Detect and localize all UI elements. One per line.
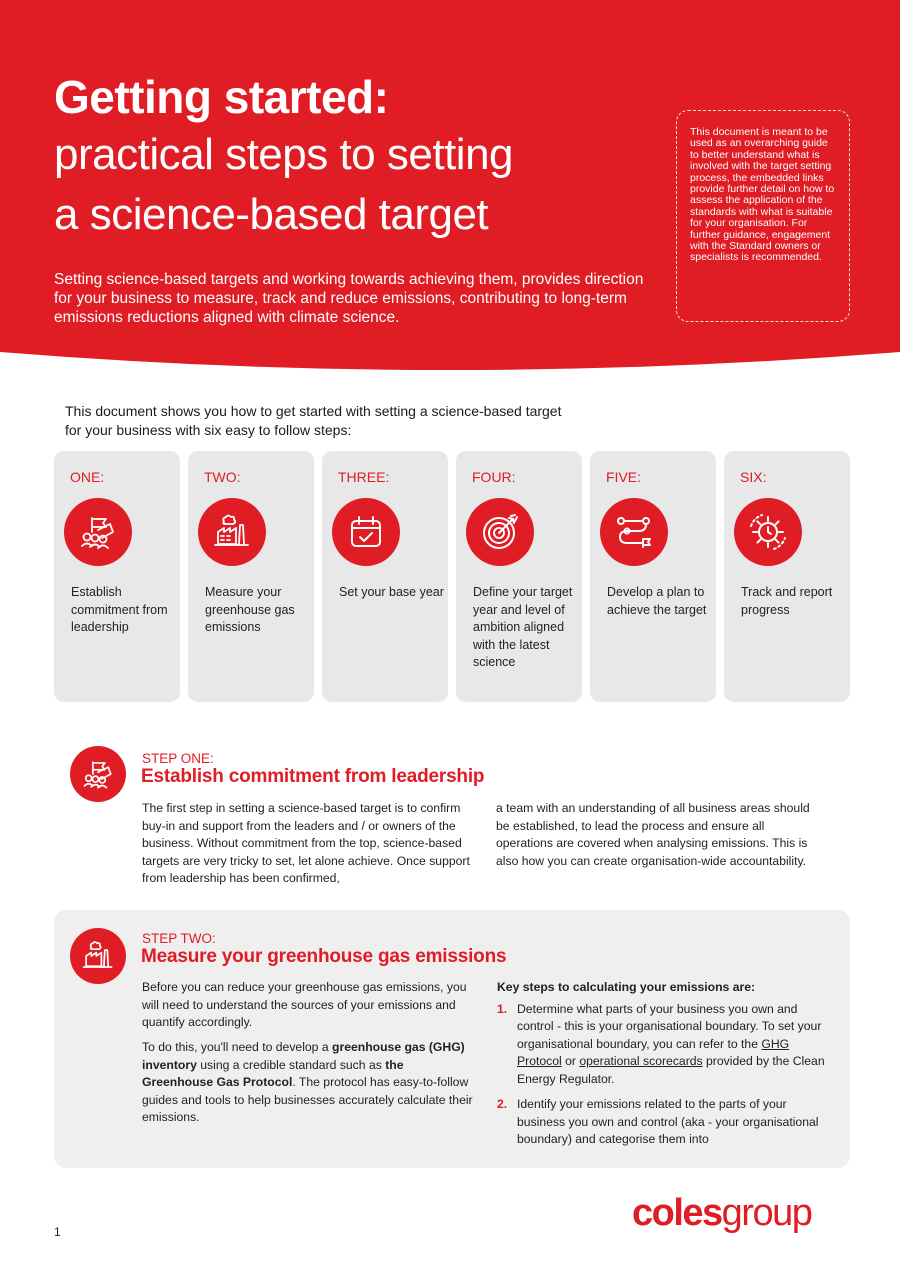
route-plan-icon: [600, 498, 668, 566]
step-cards: [54, 451, 850, 702]
leadership-icon: [64, 498, 132, 566]
list-number: 2.: [497, 1097, 508, 1111]
factory-icon: [70, 928, 126, 984]
logo-part-coles: coles: [632, 1192, 722, 1234]
text-segment: Identify your emissions related to the parts of your business you own and control (aka - your organisational boundary) and categorise them into: [517, 1097, 819, 1146]
step-one-column-2: a team with an understanding of all business areas should be established, to lead the process and ensure all operations are covered when analysing emissions. This is also how you can create organisation-wide accountability.: [496, 801, 810, 868]
ghg-inventory-term: greenhouse gas (GHG) inventory: [142, 1040, 465, 1072]
key-steps-list: [497, 979, 827, 1157]
text-segment: Determine what parts of your business you own and control - this is your organisational boundary. To set your organisational boundary, you can refer to the: [517, 1001, 822, 1051]
step-description: Track and report progress: [741, 585, 833, 617]
step-card-five: [590, 451, 716, 702]
step-one-label: STEP ONE:: [142, 751, 214, 766]
step-two-label: STEP TWO:: [142, 931, 216, 946]
step-one-title: Establish commitment from leadership: [141, 766, 485, 787]
text-segment: using a credible standard such as: [196, 1057, 386, 1072]
operational-scorecards-link[interactable]: operational scorecards: [579, 1054, 703, 1068]
step-number: ONE:: [70, 469, 105, 485]
step-number: TWO:: [204, 469, 241, 485]
step-card-two: [188, 451, 314, 702]
title-line-3: a science-based target: [54, 190, 489, 239]
guidance-note: This document is meant to be used as an overarching guide to better understand what is involved with the target setting process, the embedded links provide further detail on how to assess the application of the standards with what is suitable for your organisation. For further guidance, engagement with the Standard owners or specialists is recommended.: [676, 110, 850, 322]
text-segment: provided by the Clean Energy Regulator.: [517, 1054, 825, 1086]
ghg-protocol-term: the Greenhouse Gas Protocol: [142, 1057, 404, 1089]
step-card-three: [322, 451, 448, 702]
step-one-column-1: The first step in setting a science-based target is to confirm buy-in and support from the leaders and / or owners of the business. Without commitment from the top, science-based targets are very tricky to set, let alone achieve. Once support from leadership has been confirmed,: [142, 801, 470, 885]
title-bold: Getting started:: [54, 71, 389, 123]
leadership-icon: [70, 746, 126, 802]
logo-part-group: group: [721, 1192, 812, 1234]
step-number: FIVE:: [606, 469, 642, 485]
list-item: [497, 1001, 827, 1089]
step-number: SIX:: [740, 469, 767, 485]
step-description: Develop a plan to achieve the target: [607, 585, 707, 617]
step-description: Set your base year: [339, 585, 444, 599]
step-two-title: Measure your greenhouse gas emissions: [141, 946, 507, 967]
list-number: 1.: [497, 1001, 508, 1016]
target-icon: [466, 498, 534, 566]
factory-icon: [198, 498, 266, 566]
colesgroup-logo: [632, 1192, 811, 1235]
step-card-one: [54, 451, 180, 702]
text-segment: . The protocol has easy-to-follow guides and tools to help businesses accurately calculate their emissions.: [142, 1075, 473, 1124]
progress-gear-icon: [734, 498, 802, 566]
step-description: Establish commitment from leadership: [71, 585, 168, 634]
step-description: Define your target year and level of ambition aligned with the latest science: [473, 585, 573, 669]
intro-text: Setting science-based targets and working towards achieving them, provides direction for your business to measure, track and reduce emissions, contributing to long-term emissions reductions aligned with climate science.: [54, 271, 644, 326]
step-two-paragraph-1: Before you can reduce your greenhouse gas emissions, you will need to understand the sources of your emissions and quantify accordingly.: [142, 980, 467, 1029]
text-segment: or: [561, 1054, 580, 1068]
lead-text: This document shows you how to get started with setting a science-based target for your business with six easy to follow steps:: [65, 403, 562, 438]
step-two-paragraph-2: [142, 1039, 477, 1127]
text-segment: To do this, you'll need to develop a: [142, 1040, 333, 1054]
step-description: Measure your greenhouse gas emissions: [205, 585, 295, 634]
key-steps-heading: Key steps to calculating your emissions are:: [497, 980, 756, 994]
page-number: 1: [54, 1225, 61, 1239]
list-item: [497, 1096, 827, 1149]
step-number: THREE:: [338, 469, 390, 485]
step-card-four: [456, 451, 582, 702]
ghg-protocol-link[interactable]: GHG Protocol: [517, 1036, 790, 1068]
title-line-2: practical steps to setting: [54, 130, 514, 179]
step-card-six: [724, 451, 850, 702]
calendar-icon: [332, 498, 400, 566]
step-number: FOUR:: [472, 469, 516, 485]
